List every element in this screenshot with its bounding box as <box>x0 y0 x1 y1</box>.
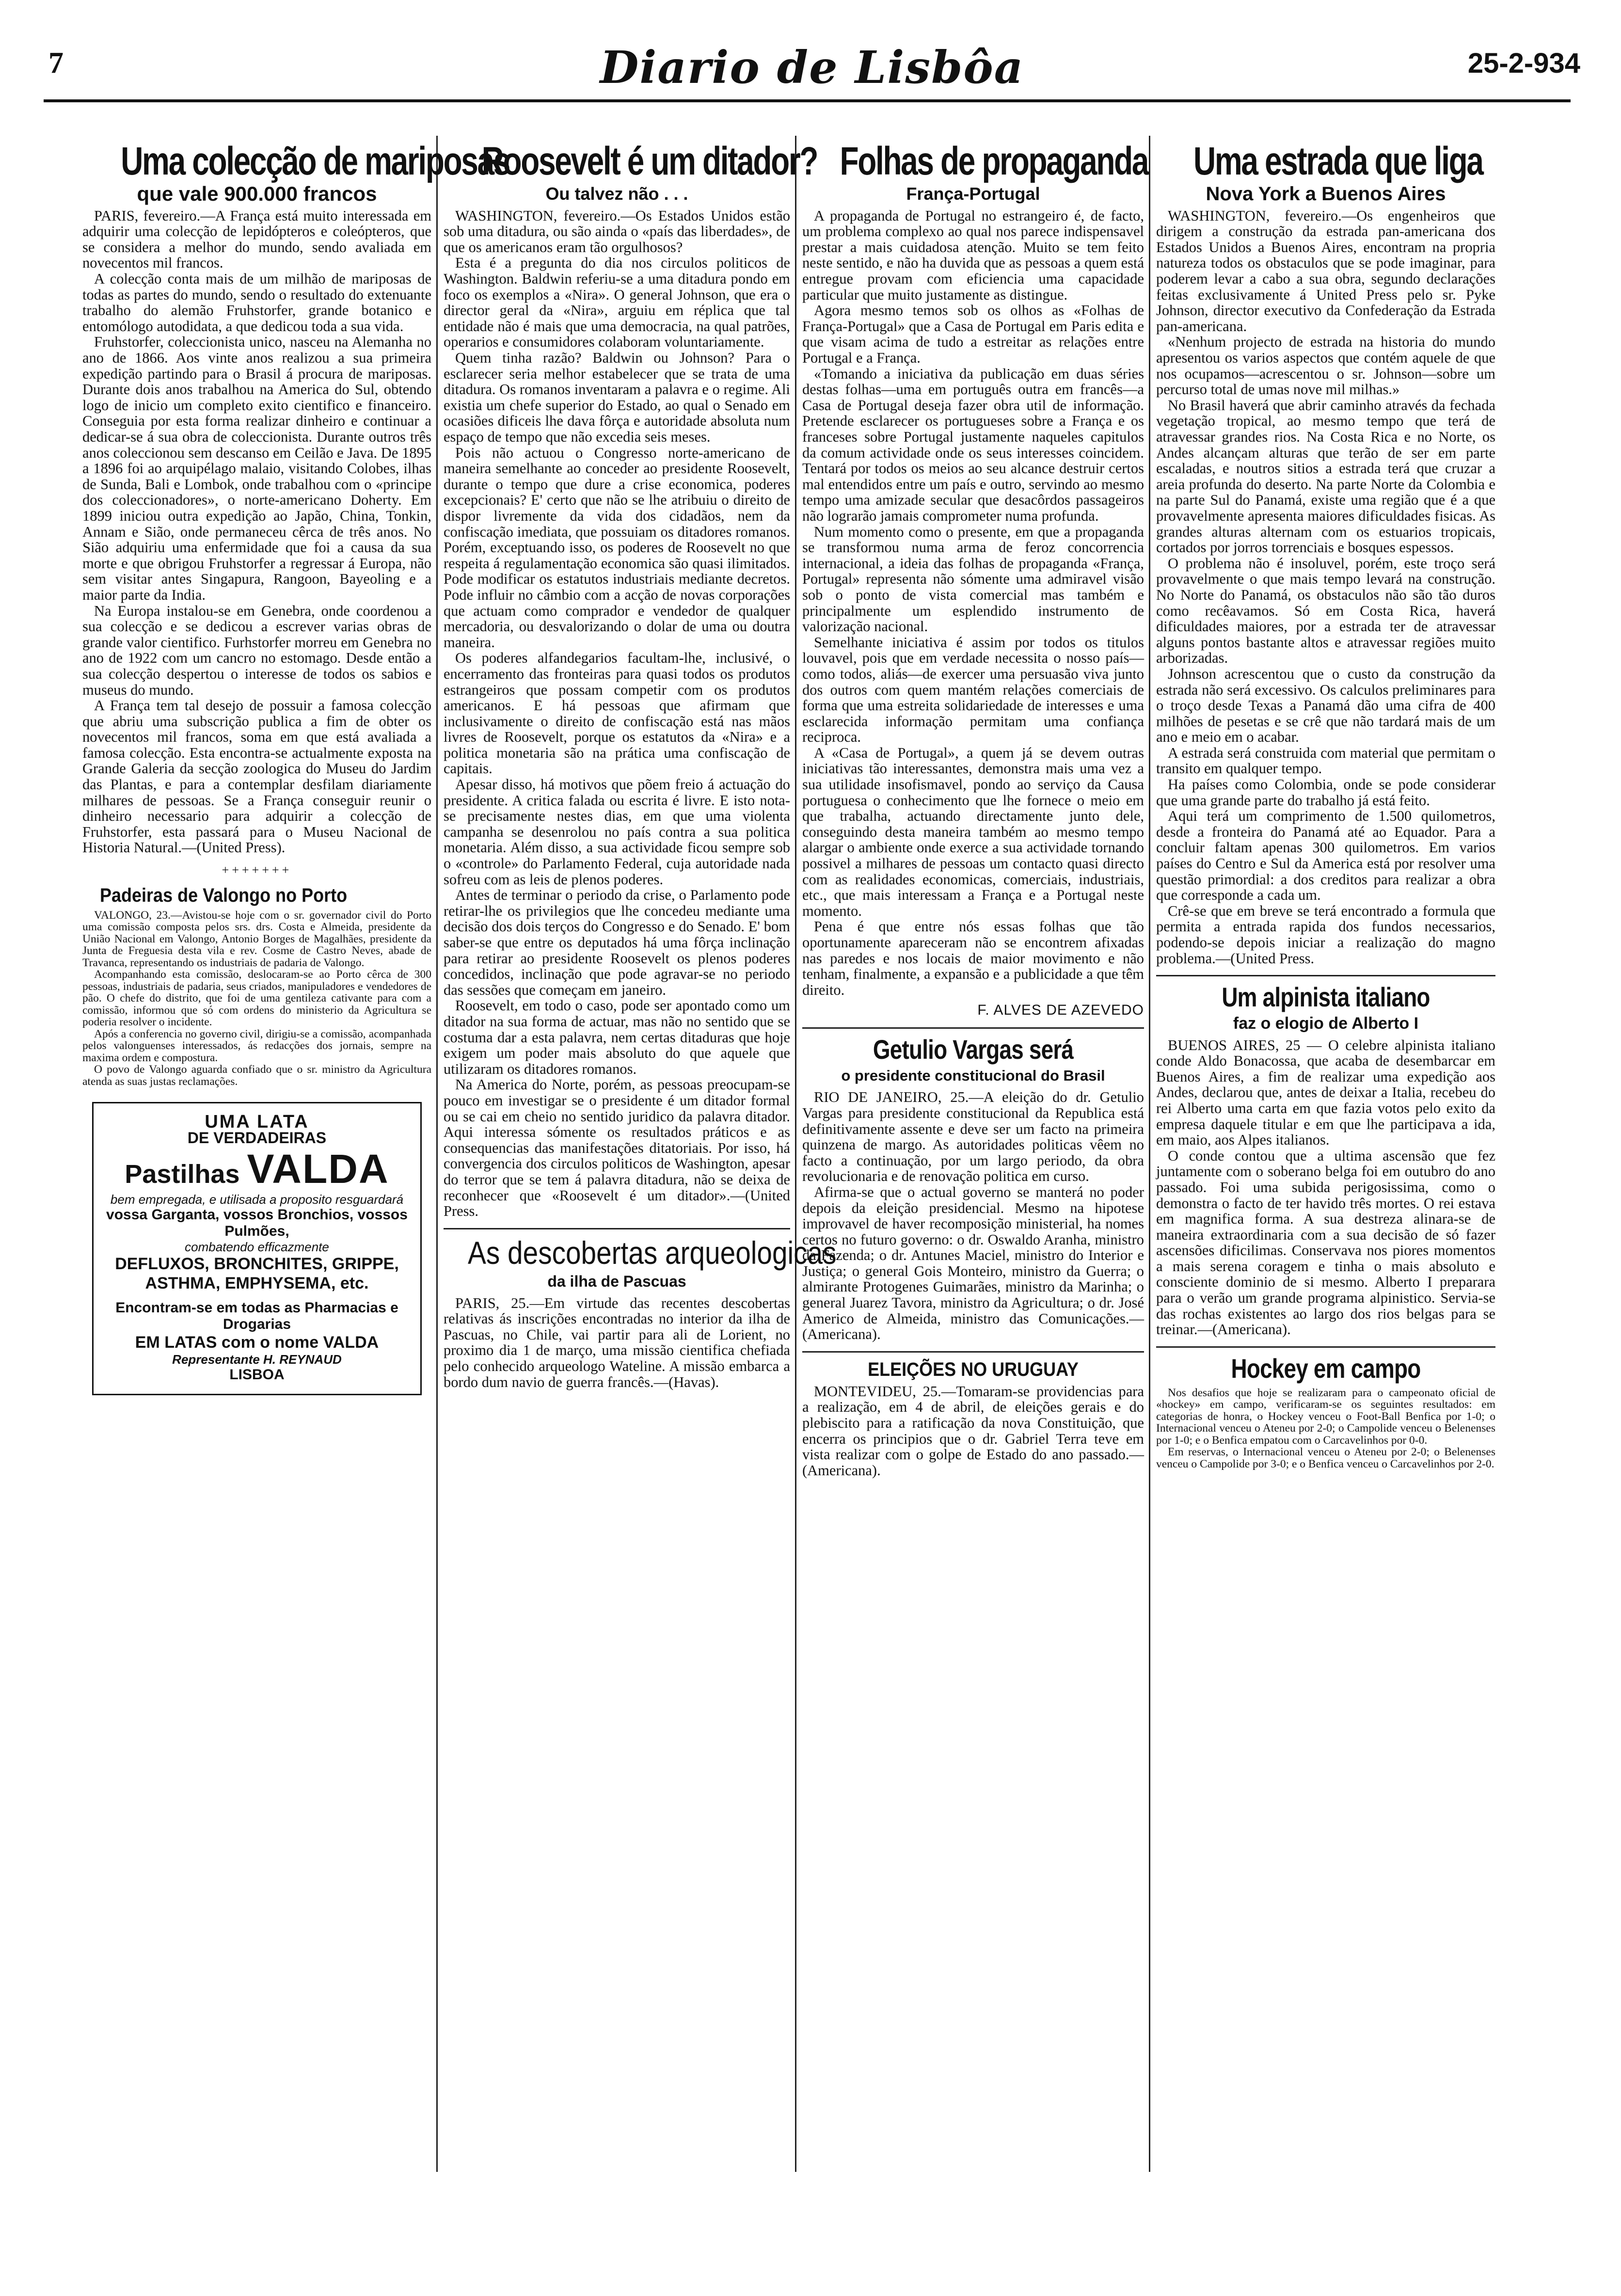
article-paragraph: Fruhstorfer, coleccionista unico, nasceu na Alemanha no ano de 1866. Aos vinte anos realizou a sua primeira expedição partindo para o Brasil á procura de mariposas. Durante dois anos trabalhou na America do Sul, obtendo logo de inicio um completo exito cientifico e financeiro. Conseguia por esta forma realizar dinheiro e continuar a dedicar-se á sua obra de coleccionista. Durante outros três anos coleccionou sem descanso em Ceilão e Java. De 1895 a 1896 foi ao arquipélago malaio, visitando Colobes, ilhas de Sunda, Bali e Lombok, onde trabalhou com o «principe dos coleccionadores», o norte-americano Doherty. Em 1899 iniciou outra expedição ao Japão, China, Tonkin, Annam e Sião, onde permaneceu cêrca de três anos. No Sião adquiriu uma enfermidade que foi a causa da sua morte e que obrigou Fruhstorfer a regressar á Europa, não sem visitar antes Singapura, Rangoon, Bayeoling e a maior parte da India. <box>82 334 431 603</box>
headline-estrada: Uma estrada que liga <box>1193 139 1483 183</box>
article-separator: +++++++ <box>222 863 292 877</box>
article-paragraph: WASHINGTON, fevereiro.—Os engenheiros que dirigem a construção da estrada pan-americana dos Estados Unidos a Buenos Aires, encontram na propria natureza todos os obstaculos que se pode imaginar, para poderem levar a cabo a sua obra, segundo declarações feitas exclusivamente á United Press pelo sr. Pyke Johnson, director executivo da Confederação da Estrada pan-americana. <box>1156 207 1495 335</box>
headline-alpinista: Um alpinista italiano <box>1222 982 1430 1013</box>
article-paragraph: Aqui terá um comprimento de 1.500 quilometros, desde a fronteira do Panamá até ao Equador. Para a concluir faltam apenas 300 quilometros. Em varios países do Centro e Sul da America está por resolver uma questão primordial: a dos creditos para realizar a obra que corresponde a cada um. <box>1156 808 1495 904</box>
article-paragraph: Na Europa instalou-se em Genebra, onde coordenou a sua colecção e se dedicou a escrever varias obras de grande valor cientifico. Furhstorfer morreu em Genebra no ano de 1922 com um cancro no estomago. Desde então a sua colecção despertou o interesse de todos os sabios e museus do mundo. <box>82 602 431 698</box>
article-paragraph: Pena é que entre nós essas folhas que tão oportunamente apareceram não se encontrem afixadas nas paredes e nos locais de maior movimento e não tenham, finalmente, a expansão e a publicidade a que têm direito. <box>802 918 1144 998</box>
column-4 <box>1156 141 1495 2240</box>
headline-descobertas: As descobertas arqueologicas <box>468 1234 837 1271</box>
headline-padeiras: Padeiras de Valongo no Porto <box>100 884 348 906</box>
article-paragraph: Na America do Norte, porém, as pessoas preocupam-se pouco em investigar se o presidente é um ditador formal ou se cai em cheio no sentido juridico da palavra ditador. Aqui interessa sómente os resultados práticos e as consequencias das manifestações ditatoriais. Por isso, há convergencia dos circulos politicos de Washington, apesar do terror que se tem á palavra ditadura, não se deixa de reconhecer que «Roosevelt é um ditador».—(United Press. <box>444 1076 790 1220</box>
article-paragraph: Os poderes alfandegarios facultam-lhe, inclusivé, o encerramento das fronteiras para quasi todos os produtos estrangeiros que possam competir com os produtos americanos. E há pessoas que afirmam que inclusivamente o direito de confiscação está nas mãos livres de Roosevelt, porque os estatutos da «Nira» e a politica monetaria são na prática uma confiscação de capitais. <box>444 650 790 777</box>
column-3 <box>802 139 1148 2240</box>
article-paragraph: «Nenhum projecto de estrada na historia do mundo apresentou os varios aspectos que contém aquele de que nos ocupamos—acrescentou o sr. Johnson—sobre um percurso total de umas nove mil milhas.» <box>1156 334 1495 398</box>
headline-folhas: Folhas de propaganda <box>840 139 1148 183</box>
article-paragraph: Ha países como Colombia, onde se pode considerar que uma grande parte do trabalho já está feito. <box>1156 776 1495 809</box>
ad-line: EM LATAS com o nome VALDA <box>135 1333 379 1352</box>
ad-line: DEFLUXOS, BRONCHITES, GRIPPE, ASTHMA, EMPHYSEMA, etc. <box>115 1255 399 1293</box>
subhead-alpinista: faz o elogio de Alberto I <box>1233 1014 1419 1033</box>
subhead-roosevelt: Ou talvez não . . . <box>545 184 688 204</box>
ad-line: vossa Garganta, vossos Bronchios, vossos Pulmões, <box>106 1207 408 1240</box>
article-paragraph: Após a conferencia no governo civil, dirigiu-se a comissão, acompanhada pelos valonguenses interessados, ás redacções dos jornais, sempre na maxima ordem e compostura. <box>82 1027 431 1064</box>
valda-advertisement <box>92 1102 422 1395</box>
article-rule <box>802 1027 1144 1029</box>
ad-line: Encontram-se em todas as Pharmacias e Drogarias <box>115 1300 398 1333</box>
article-paragraph: Acompanhando esta comissão, deslocaram-se ao Porto cêrca de 300 pessoas, industriais de padaria, seus criados, manipuladores e vendedores de pão. O chefe do distrito, que foi de uma gentileza cativante para com a comissão, informou que só com ordens do ministerio da Agricultura se poderia resolver o incidente. <box>82 968 431 1029</box>
article-paragraph: Num momento como o presente, em que a propaganda se transformou numa arma de feroz concorrencia internacional, a ideia das folhas de propaganda «França, Portugal» representa não sómente uma admiravel visão sob o ponto de vista comercial mas também e principalmente um esplendido instrumento de valorização nacional. <box>802 523 1144 635</box>
article-paragraph: A propaganda de Portugal no estrangeiro é, de facto, um problema complexo ao qual nos parece indispensavel prestar a mais cuidadosa atenção. Muito se tem feito neste sentido, e não ha duvida que as pessoas a quem está entregue provam com eficiencia uma capacidade particular que muito justamente as distingue. <box>802 207 1144 303</box>
article-paragraph: Quem tinha razão? Baldwin ou Johnson? Para o esclarecer seria melhor estabelecer que se trata de uma ditadura. Os romanos inventaram a palavra e o regime. Ali existia um chefe superior do Estado, ao qual o Senado em ocasiões dificeis lhe dava fôrça e autoridade absoluta num espaço de tempo que não excedia seis meses. <box>444 350 790 445</box>
article-paragraph: O conde contou que a ultima ascensão que fez juntamente com o soberano belga foi em outubro do ano passado. Foi uma subida perigosissima, como o demonstra o facto de ter havido três mortes. O rei estava em magnifica forma. A sua destreza alinara-se de maneira extraordinaria com a sua decisão de só fazer ascensões dificilimas. Conservava nos piores momentos a mais serena coragem e tinha o mais absoluto e consciente dominio de si mesmo. Alberto I preparara para o verão um grande programa alpinistico. Servia-se das rochas existentes ao largo dos rios belgas para se treinar.—(Americana). <box>1156 1147 1495 1338</box>
column-divider <box>1149 136 1150 2172</box>
article-paragraph: A colecção conta mais de um milhão de mariposas de todas as partes do mundo, sendo o resultado do extenuante trabalho do alemão Fruhstorfer, grande botanico e entomólogo autodidata, a que dedicou toda a sua vida. <box>82 271 431 335</box>
article-paragraph: Nos desafios que hoje se realizaram para o campeonato oficial de «hockey» em campo, verificaram-se os seguintes resultados: em categorias de honra, o Hockey venceu o Foot-Ball Benfica por 1-0; o Internacional venceu o Ateneu por 2-0; o Campolide venceu o Belenenses por 1-0; e o Benfica empatou com o Carcavelinhos por 0-0. <box>1156 1386 1495 1447</box>
article-paragraph: Agora mesmo temos sob os olhos as «Folhas de França-Portugal» que a Casa de Portugal em Paris edita e que visam acima de tudo a estreitar as relações entre Portugal e a França. <box>802 302 1144 367</box>
issue-date: 25-2-934 <box>1467 48 1580 79</box>
article-paragraph: Crê-se que em breve se terá encontrado a formula que permita a entrada rapida dos fundos necessarios, podendo-se depois iniciar a realização do magno problema.—(United Press. <box>1156 902 1495 967</box>
article-rule <box>444 1228 790 1229</box>
article-paragraph: RIO DE JANEIRO, 25.—A eleição do dr. Getulio Vargas para presidente constitucional da Republica está definitivamente assente e deve ser um facto na primeira quinzena de margo. As autoridades politicas vêem no facto a continuação, por um largo periodo, da obra revolucionaria e de renovação politica em curso. <box>802 1089 1144 1185</box>
subhead-folhas: França-Portugal <box>906 184 1040 204</box>
article-paragraph: Em reservas, o Internacional venceu o Ateneu por 2-0; o Belenenses venceu o Campolide por 3-0; e o Benfica venceu o Carcavelinhos por 2-0. <box>1156 1446 1495 1470</box>
headline-getulio: Getulio Vargas será <box>873 1034 1074 1065</box>
article-rule <box>802 1351 1144 1353</box>
headline-roosevelt: Roosevelt é um ditador? <box>481 139 818 183</box>
masthead <box>44 41 1580 95</box>
headline-mariposas: Uma colecção de mariposas <box>121 139 510 183</box>
column-divider <box>436 136 438 2172</box>
article-paragraph: O povo de Valongo aguarda confiado que o sr. ministro da Agricultura atenda as suas justas reclamações. <box>82 1063 431 1088</box>
article-paragraph: PARIS, fevereiro.—A França está muito interessada em adquirir uma colecção de lepidópteros e coleópteros, que se considera a melhor do mundo, sendo avaliada em novecentos mil francos. <box>82 207 431 271</box>
article-paragraph: No Brasil haverá que abrir caminho através da fechada vegetação tropical, ao mesmo tempo que terá de atravessar grandes rios. Na Costa Rica e no Norte, os Andes alcançam alturas que terão de ser em parte escaladas, e noutros sitios a estrada terá que cruzar a areia profunda do deserto. Na parte Norte da Colombia e na parte Sul do Panamá, existe uma região que é a que provavelmente apresenta maiores dificuldades fisicas. As grandes alturas alternam com os estuarios tropicais, cortados por jorros torrenciais e bosques espessos. <box>1156 397 1495 556</box>
article-paragraph: PARIS, 25.—Em virtude das recentes descobertas relativas ás inscrições encontradas no interior da ilha de Pascuas, no Chile, vai partir para ali de Lorient, no proximo dia 1 de março, uma missão cientifica chefiada pelo conhecido arqueologo Wateline. A missão embarca a bordo dum navio de guerra francês.—(Havas). <box>444 1294 790 1390</box>
column-divider <box>795 136 796 2172</box>
author-byline: F. ALVES DE AZEVEDO <box>977 1002 1144 1019</box>
headline-hockey: Hockey em campo <box>1231 1353 1421 1384</box>
ad-line: DE VERDADEIRAS <box>187 1129 327 1147</box>
newspaper-title: Diario de Lisbôa <box>600 41 1024 94</box>
article-paragraph: Semelhante iniciativa é assim por todos os titulos louvavel, pois que em verdade necessita o nosso país—como todos, aliás—de exercer uma persuasão viva junto dos outros com quem mantém relações comerciais de forma que uma estreita solidariedade de interesses e uma esclarecida informação permitam uma confiança reciproca. <box>802 634 1144 746</box>
subhead-estrada: Nova York a Buenos Aires <box>1206 183 1446 205</box>
article-paragraph: BUENOS AIRES, 25 — O celebre alpinista italiano conde Aldo Bonacossa, que acaba de desembarcar em Buenos Aires, a fim de realizar uma expedição aos Andes, declarou que, antes de deixar a Italia, recebeu do rei Alberto uma carta em que fazia votos pelo exito da empresa daquele titular e em que lhe participava a ida, em maio, aos Alpes italianos. <box>1156 1036 1495 1148</box>
article-paragraph: Afirma-se que o actual governo se manterá no poder depois da eleição presidencial. Mesmo na hipotese improvavel de haver recomposição ministerial, ha nomes certos no futuro governo: o dr. Oswaldo Aranha, ministro da Fazenda; o dr. Antunes Maciel, ministro do Interior e Justiça; o general Gois Monteiro, ministro da Guerra; o almirante Protogenes Guimarães, ministro da Marinha; o general Juarez Tavora, ministro da Agricultura; o dr. José Americo de Almeida, ministro das Comunicações.—(Americana). <box>802 1183 1144 1343</box>
ad-brand <box>102 1146 412 1192</box>
article-paragraph: A França tem tal desejo de possuir a famosa colecção que abriu uma subscrição publica a fim de obter os novecentos mil francos, soma em que está avaliada a famosa colecção. Esta encontra-se actualmente exposta na Grande Galeria da secção zoologica do Museu do Jardim das Plantas, e para a contemplar desfilam diariamente milhares de pessoas. Se a França conseguir reunir o dinheiro necessario para adquirir a colecção de Fruhstorfer, esta passará para o Museu Nacional de Historia Natural.—(United Press). <box>82 697 431 856</box>
article-paragraph: Antes de terminar o periodo da crise, o Parlamento pode retirar-lhe os privilegios que lhe concedeu mediante uma decisão dos dois terços do Congresso e do Senado. E' bom saber-se que entre os deputados há uma fôrça inclinação para retirar ao presidente Roosevelt os plenos poderes concedidos, inclinação que pode agravar-se no periodo das sessões que começam em janeiro. <box>444 887 790 998</box>
article-rule <box>1156 1346 1495 1348</box>
article-paragraph: VALONGO, 23.—Avistou-se hoje com o sr. governador civil do Porto uma comissão composta pelos srs. drs. Costa e Almeida, presidente da União Nacional em Valongo, Antonio Borges de Magalhães, presidente da Junta de Freguesia desta vila e rev. Cosme de Castro Neves, abade de Travanca, representando os industriais de padaria de Valongo. <box>82 909 431 969</box>
article-paragraph: Pois não actuou o Congresso norte-americano de maneira semelhante ao conceder ao presidente Roosevelt, durante o tempo que dure a crise economica, poderes excepcionais? E' certo que não se lhe atribuiu o direito de dispor livremente da vida dos cidadãos, nem da confiscação imediata, que possuiam os ditadores romanos. Porém, exceptuando isso, os poderes de Roosevelt no que respeita á regulamentação economica são quasi ilimitados. Pode modificar os estatutos industriais mediante decretos. Pode influir no câmbio com a acção de novas corporações que actuam como comprador e vendedor de qualquer mercadoria, ou desvalorizando o dolar de uma ou doutra maneira. <box>444 444 790 651</box>
article-paragraph: WASHINGTON, fevereiro.—Os Estados Unidos estão sob uma ditadura, ou são ainda o «país das liberdades», de que os americanos eram tão orgulhosos? <box>444 207 790 255</box>
column-2 <box>444 139 837 2240</box>
article-paragraph: A estrada será construida com material que permitam o transito em qualquer tempo. <box>1156 744 1495 777</box>
article-paragraph: Apesar disso, há motivos que põem freio á actuação do presidente. A critica falada ou escrita é livre. E isto nota-se precisamente nestes dias, em que uma violenta campanha se desenrolou no país contra a sua politica monetaria. Além disso, a sua actividade ficou sempre sob o «controle» do Parlamento Federal, cuja autoridade nada sofreu com as leis de plenos poderes. <box>444 776 790 888</box>
article-paragraph: O problema não é insoluvel, porém, este troço será provavelmente o que mais tempo levará na construção. No Norte do Panamá, os obstaculos não são tão duros como recêavamos. Só em Costa Rica, haverá dificuldades maiores, por a estrada ter de atravessar alguns pontos bastante altos e atravessar regiões muito arborizadas. <box>1156 555 1495 667</box>
article-paragraph: A «Casa de Portugal», a quem já se devem outras iniciativas tão interessantes, demonstra mais uma vez a sua utilidade insofismavel, pondo ao serviço da Causa portuguesa o conhecimento que lhe fornece o meio em que trabalha, actuando directamente junto dele, conseguindo desta maneira também ao mesmo tempo alargar o ambiente onde exerce a sua actividade tornando possivel a milhares de pessoas um contacto quasi directo com as realidades economicas, comerciais, industriais, etc., que mais interessam a França e a Portugal neste momento. <box>802 744 1144 919</box>
page-number: 7 <box>48 47 64 80</box>
article-paragraph: MONTEVIDEU, 25.—Tomaram-se providencias para a realização, em 4 de abril, de eleições gerais e do plebiscito para a ratificação da nova Constituição, que encerra os principios que o dr. Gabriel Terra teve em vista realizar com o golpe de Estado do ano passado.—(Americana). <box>802 1383 1144 1479</box>
article-paragraph: Roosevelt, em todo o caso, pode ser apontado como um ditador na sua forma de actuar, mas não no sentido que se costuma dar a esta palavra, nem certas ditaduras que hoje exigem um poder mais absoluto do que aquele que utilizaram os ditadores romanos. <box>444 997 790 1077</box>
headline-uruguay: ELEIÇÕES NO URUGUAY <box>868 1358 1079 1380</box>
ad-brand-big: VALDA <box>247 1146 389 1192</box>
ad-line: UMA LATA <box>205 1112 309 1132</box>
article-paragraph: Esta é a pregunta do dia nos circulos politicos de Washington. Baldwin referiu-se a uma ditadura pondo em foco os exemplos a «Nira». O general Johnson, que era o director geral da «Nira», arguiu em réplica que tal entidade não é mais que uma democracia, na qual patrões, operarios e consumidores colaboram voluntariamente. <box>444 255 790 351</box>
ad-brand-small: Pastilhas <box>125 1160 240 1189</box>
ad-line: LISBOA <box>229 1367 285 1383</box>
masthead-rule <box>44 99 1571 102</box>
ad-line: combatendo efficazmente <box>185 1240 329 1255</box>
subhead-mariposas: que vale 900.000 francos <box>137 182 377 206</box>
article-paragraph: Johnson acrescentou que o custo da construção da estrada não será excessivo. Os calculos preliminares para o troço desde Texas a Panamá dão uma cifra de 400 milhões de pesetas e se crê que não tardará mais de um ano e meio em o acabar. <box>1156 665 1495 746</box>
ad-line: bem empregada, e utilisada a proposito resguardará <box>110 1192 404 1207</box>
subhead-getulio: o presidente constitucional do Brasil <box>841 1067 1105 1084</box>
column-1 <box>82 139 510 2240</box>
ad-line: Representante H. REYNAUD <box>172 1352 342 1367</box>
article-rule <box>1156 975 1495 976</box>
subhead-descobertas: da ilha de Pascuas <box>547 1272 686 1290</box>
article-paragraph: «Tomando a iniciativa da publicação em duas séries destas folhas—uma em português outra em francês—a Casa de Portugal deseja fazer obra util de informação. Pretende esclarecer os portugueses sobre a França e os franceses sobre Portugal justamente naqueles capitulos da comum actividade onde os seus interesses coincidem. Tentará por todos os meios ao seu alcance destruir certos mal entendidos entre um país e outro, servindo ao mesmo tempo uma amizade secular que desacôrdos passageiros não lograrão jamais comprometer numa profunda. <box>802 365 1144 524</box>
